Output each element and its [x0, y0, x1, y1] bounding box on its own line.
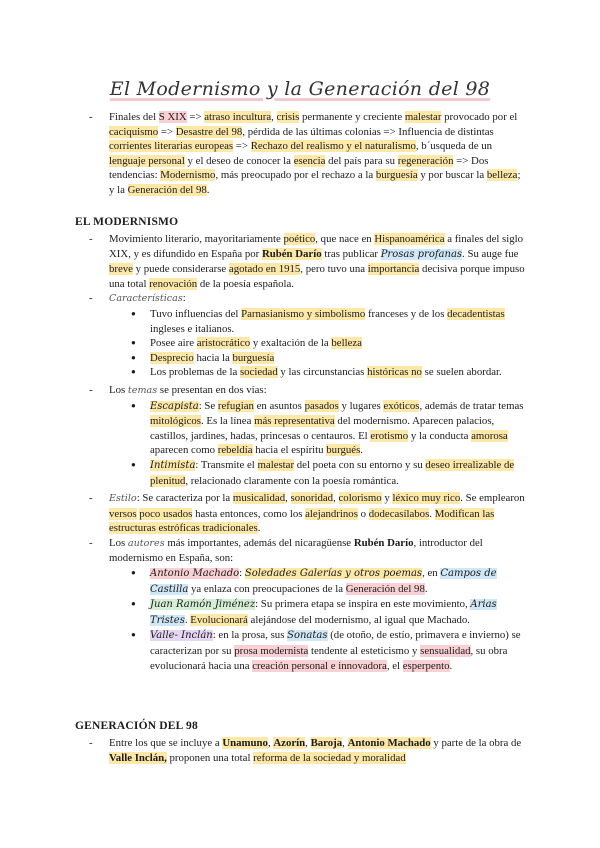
caracteristicas-bullet-2: ● Posee aire aristocrático y exaltación de la belleza [75, 336, 528, 351]
modernismo-section [75, 214, 528, 673]
title-text: El Modernismo y la Generación del 98 [109, 78, 491, 100]
temas-bullet-intimista: ● Intimista: Transmite el malestar del poeta con su entorno y su deseo irrealizable de plenitud, relacionado claramente con la poesía romántica. [75, 458, 528, 488]
autor-bullet-jimenez: ● Juan Ramón Jiménez: Su primera etapa se inspira en este movimiento, Arias Tristes. Evolucionará alejándose del modernismo, al igual que Machado. [75, 597, 528, 628]
autor-bullet-machado: ● Antonio Machado: Soledades Galerías y otros poemas, en Campos de Castilla ya enlaza con preocupaciones de la Generación del 98. [75, 566, 528, 597]
caracteristicas-bullet-1: ● Tuvo influencias del Parnasianismo y simbolismo franceses y de los decadentistas ingleses e italianos. [75, 307, 528, 336]
autor-bullet-valle: ● Valle- Inclán: en la prosa, sus Sonatas (de otoño, de estío, primavera e invierno) se caracterizan por su prosa modernista tendente al esteticismo y sensualidad, su obra evolucionará hacia una creación personal e innovadora, el esperpento. [75, 628, 528, 673]
intro-section [75, 110, 528, 198]
modernismo-paragraph: - Movimiento literario, mayoritariamente poético, que nace en Hispanoamérica a finales del siglo XIX, y es difundido en España por Rubén Darío tras publicar Prosas profanas. Su auge fue breve y puede considerarse agotado en 1915, pero tuvo una importancia decisiva porque impuso una total renovación de la poesía española. [75, 232, 528, 291]
modernismo-heading: EL MODERNISMO [75, 216, 179, 228]
generacion98-heading: GENERACIÓN DEL 98 [75, 720, 198, 732]
document-title [0, 78, 600, 100]
caracteristicas-bullet-4: ● Los problemas de la sociedad y las circunstancias históricas no se suelen abordar. [75, 365, 528, 380]
estilo-item: - Estilo: Se caracteriza por la musicalidad, sonoridad, colorismo y léxico muy rico. Se emplearon versos poco usados hasta entonces, como los alejandrinos o dodecasílabos. Modifican las estructuras estróficas tradicionales. [75, 491, 528, 536]
intro-paragraph: - Finales del S XIX => atraso incultura, crisis permanente y creciente malestar provocado por el caciquismo => Desastre del 98, pérdida de las últimas colonias => Influencia de distintas corrientes literarias europeas => Rechazo del realismo y el naturalismo, b´usqueda de un lenguaje personal y el deseo de conocer la esencia del país para su regeneración => Dos tendencias: Modernismo, más preocupado por el rechazo a la burguesía y por buscar la belleza; y la Generación del 98. [75, 110, 528, 198]
caracteristicas-item: - Características: [75, 291, 528, 307]
generacion98-paragraph: - Entre los que se incluye a Unamuno, Azorín, Baroja, Antonio Machado y parte de la obra de Valle Inclán, proponen una total reforma de la sociedad y moralidad [75, 736, 528, 765]
caracteristicas-bullet-3: ● Desprecio hacia la burguesía [75, 351, 528, 366]
generacion98-section [75, 718, 528, 765]
autores-item: - Los autores más importantes, además del nicaragüense Rubén Darío, introductor del modernismo en España, son: [75, 536, 528, 566]
temas-item: - Los temas se presentan en dos vías: [75, 383, 528, 399]
temas-bullet-escapista: ● Escapista: Se refugian en asuntos pasados y lugares exóticos, además de tratar temas mitológicos. Es la línea más representativa del modernismo. Aparecen palacios, castillos, jardines, hadas, princesas o centauros. El erotismo y la conducta amorosa aparecen como rebeldía hacia el espíritu burgués. [75, 399, 528, 458]
